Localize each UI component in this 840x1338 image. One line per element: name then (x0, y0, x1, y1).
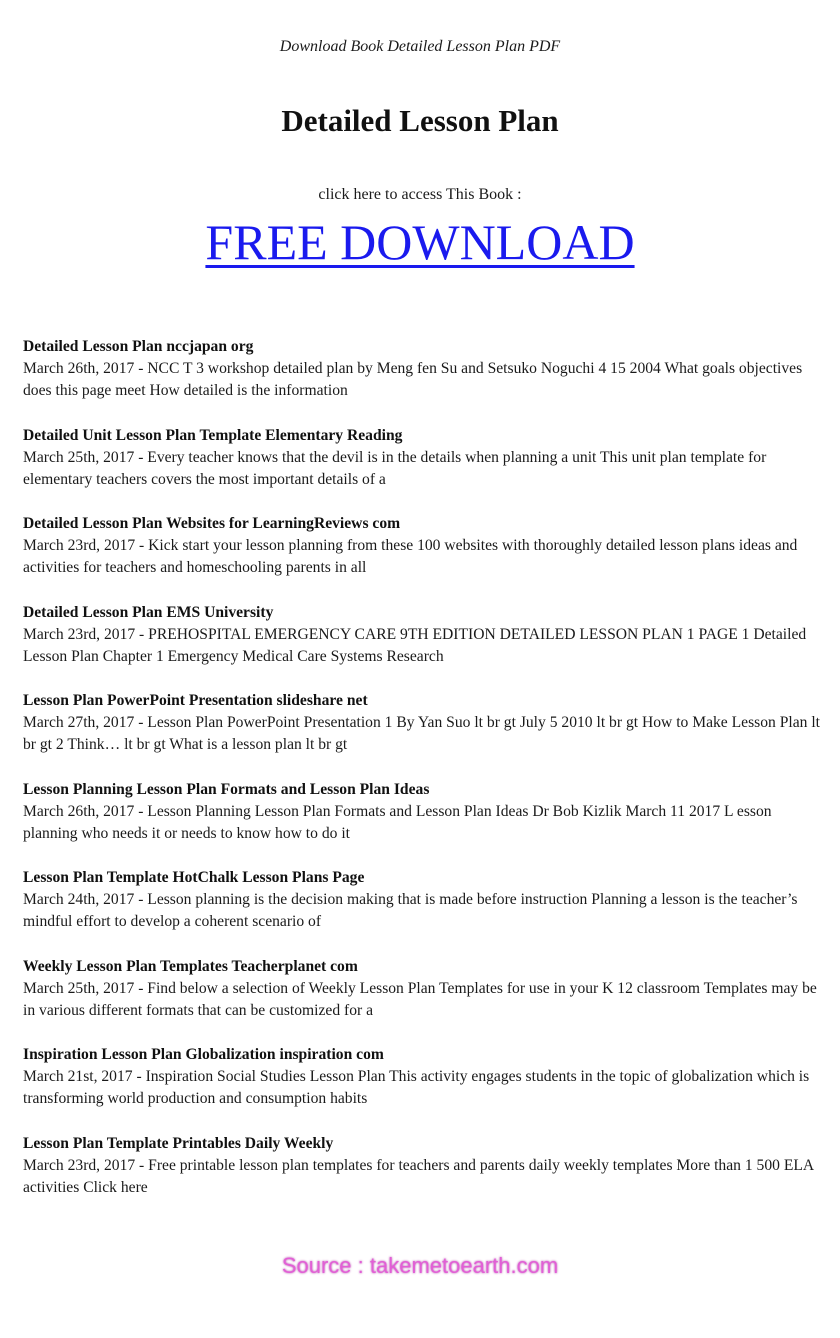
free-download-link[interactable]: FREE DOWNLOAD (205, 214, 635, 270)
entry-description: March 25th, 2017 - Find below a selection of Weekly Lesson Plan Templates for use in your K 12 classroom Templates may be in various different formats that can be customized for a (23, 979, 817, 1019)
entry-title: Detailed Lesson Plan Websites for LearningReviews com (23, 515, 401, 532)
list-item (23, 513, 823, 602)
entry-title: Weekly Lesson Plan Templates Teacherplanet com (23, 957, 358, 975)
entry-description: March 23rd, 2017 - Kick start your lesson planning from these 100 websites with thoroughly detailed lesson plans ideas and activities for teachers and homeschooling parents in all (23, 537, 798, 576)
entry-description: March 23rd, 2017 - PREHOSPITAL EMERGENCY CARE 9TH EDITION DETAILED LESSON PLAN 1 PAGE 1 Detailed Lesson Plan Chapter 1 Emergency Medical Care Systems Research (23, 625, 807, 665)
access-instruction: click here to access This Book : (318, 186, 522, 203)
list-item (23, 867, 823, 956)
entry-description: March 23rd, 2017 - Free printable lesson plan templates for teachers and parents daily weekly templates More than 1 500 ELA activities Click here (23, 1156, 814, 1196)
entry-title: Lesson Plan Template HotChalk Lesson Plans Page (23, 869, 365, 886)
entry-description: March 26th, 2017 - NCC T 3 workshop detailed plan by Meng fen Su and Setsuko Noguchi 4 15 2004 What goals objectives does this page meet How detailed is the information (23, 360, 803, 399)
entry-list (23, 336, 823, 1221)
entry-description: March 27th, 2017 - Lesson Plan PowerPoint Presentation 1 By Yan Suo lt br gt July 5 2010 lt br gt How to Make Lesson Plan lt br gt 2 Think… lt br gt What is a lesson plan lt br gt (23, 714, 820, 753)
list-item (23, 779, 823, 868)
list-item (23, 602, 823, 691)
list-item (23, 425, 823, 514)
free-download-container (0, 212, 840, 272)
list-item (23, 1133, 823, 1222)
list-item (23, 1044, 823, 1133)
entry-title: Detailed Lesson Plan EMS University (23, 603, 274, 621)
entry-title: Inspiration Lesson Plan Globalization inspiration com (23, 1046, 384, 1063)
entry-description: March 24th, 2017 - Lesson planning is the decision making that is made before instruction Planning a lesson is the teacher’s mindful effort to develop a coherent scenario of (23, 891, 798, 930)
list-item (23, 690, 823, 779)
entry-title: Lesson Plan PowerPoint Presentation slideshare net (23, 692, 368, 709)
entry-title: Detailed Lesson Plan nccjapan org (23, 338, 254, 355)
list-item (23, 956, 823, 1045)
entry-title: Lesson Plan Template Printables Daily Weekly (23, 1134, 334, 1152)
entry-title: Lesson Planning Lesson Plan Formats and Lesson Plan Ideas (23, 780, 430, 798)
document-title: Detailed Lesson Plan (281, 103, 559, 138)
list-item (23, 336, 823, 425)
source-watermark: Source : takemetoearth.com (281, 1253, 559, 1278)
running-header: Download Book Detailed Lesson Plan PDF (279, 38, 561, 55)
entry-title: Detailed Unit Lesson Plan Template Elementary Reading (23, 426, 403, 444)
entry-description: March 26th, 2017 - Lesson Planning Lesson Plan Formats and Lesson Plan Ideas Dr Bob Kizlik March 11 2017 L esson planning who needs it or needs to know how to do it (23, 802, 772, 842)
entry-description: March 25th, 2017 - Every teacher knows that the devil is in the details when planning a unit This unit plan template for elementary teachers covers the most important details of a (23, 448, 767, 488)
entry-description: March 21st, 2017 - Inspiration Social Studies Lesson Plan This activity engages students in the topic of globalization which is transforming world production and consumption habits (23, 1068, 810, 1107)
